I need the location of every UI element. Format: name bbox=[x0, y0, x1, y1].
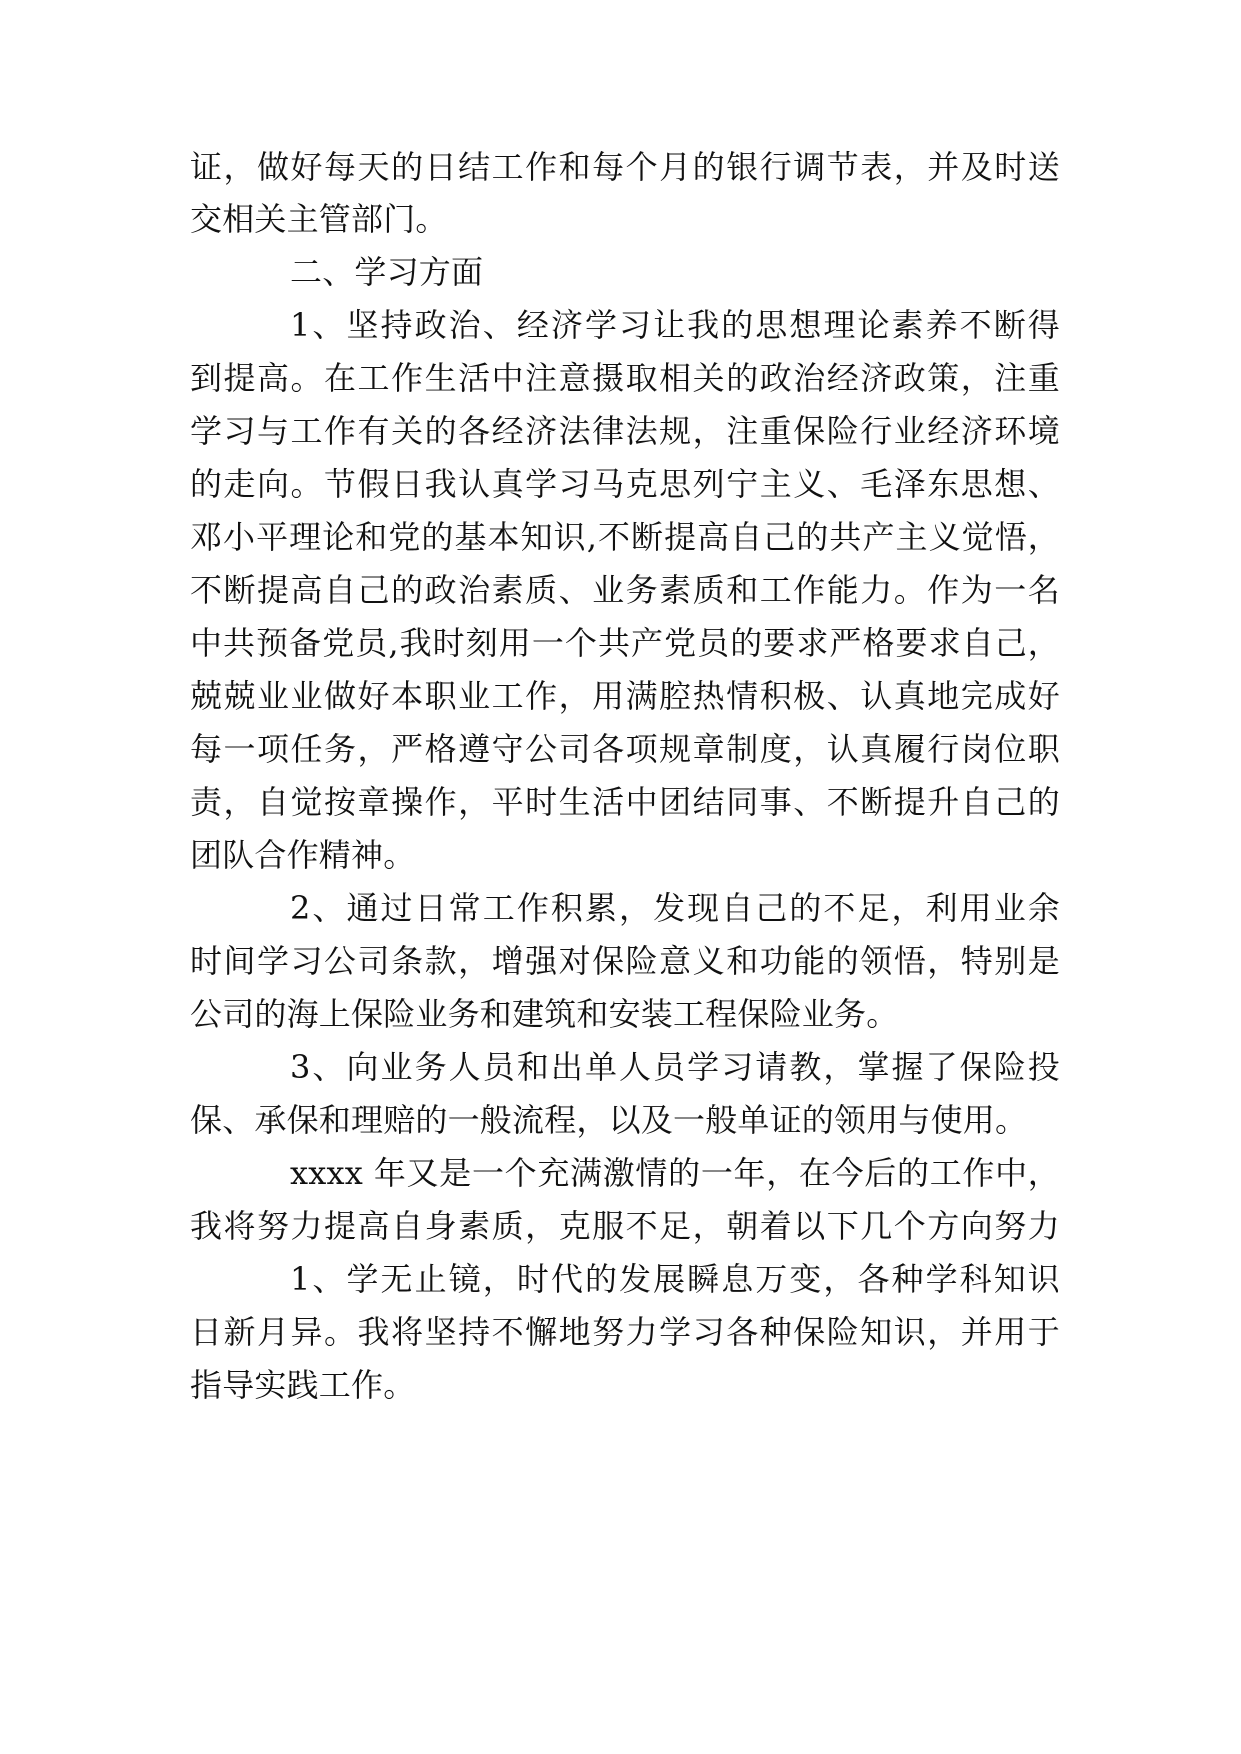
text-line: 证，做好每天的日结工作和每个月的银行调节表，并及时送 bbox=[190, 148, 1060, 186]
text-line: 团队合作精神。 bbox=[190, 836, 416, 874]
text-line: 1、学无止镜，时代的发展瞬息万变，各种学科知识 bbox=[290, 1260, 1060, 1298]
text-line: 到提高。在工作生活中注意摄取相关的政治经济政策，注重 bbox=[190, 359, 1060, 397]
text-line: 学习与工作有关的各经济法律法规，注重保险行业经济环境 bbox=[190, 412, 1060, 450]
text-line: 中共预备党员,我时刻用一个共产党员的要求严格要求自己， bbox=[190, 624, 1060, 662]
text-line: 2、通过日常工作积累，发现自己的不足，利用业余 bbox=[290, 889, 1060, 927]
text-line: 指导实践工作。 bbox=[190, 1366, 416, 1404]
text-line: 交相关主管部门。 bbox=[190, 200, 448, 238]
text-line: 时间学习公司条款，增强对保险意义和功能的领悟，特别是 bbox=[190, 942, 1060, 980]
text-line: 的走向。节假日我认真学习马克思列宁主义、毛泽东思想、 bbox=[190, 465, 1060, 503]
text-line: 3、向业务人员和出单人员学习请教，掌握了保险投 bbox=[290, 1048, 1060, 1086]
text-line: 邓小平理论和党的基本知识,不断提高自己的共产主义觉悟， bbox=[190, 518, 1060, 556]
text-line: 我将努力提高自身素质，克服不足，朝着以下几个方向努力 bbox=[190, 1207, 1060, 1245]
text-line: 公司的海上保险业务和建筑和安装工程保险业务。 bbox=[190, 995, 899, 1033]
text-line: 日新月异。我将坚持不懈地努力学习各种保险知识，并用于 bbox=[190, 1313, 1060, 1351]
text-line: 不断提高自己的政治素质、业务素质和工作能力。作为一名 bbox=[190, 571, 1060, 609]
section-heading: 二、学习方面 bbox=[290, 253, 484, 291]
text-line: xxxx 年又是一个充满激情的一年，在今后的工作中， bbox=[290, 1154, 1060, 1192]
text-line: 1、坚持政治、经济学习让我的思想理论素养不断得 bbox=[290, 306, 1060, 344]
text-line: 每一项任务，严格遵守公司各项规章制度，认真履行岗位职 bbox=[190, 730, 1060, 768]
text-line: 保、承保和理赔的一般流程，以及一般单证的领用与使用。 bbox=[190, 1101, 1028, 1139]
text-line: 兢兢业业做好本职业工作，用满腔热情积极、认真地完成好 bbox=[190, 677, 1060, 715]
text-line: 责，自觉按章操作，平时生活中团结同事、不断提升自己的 bbox=[190, 783, 1060, 821]
